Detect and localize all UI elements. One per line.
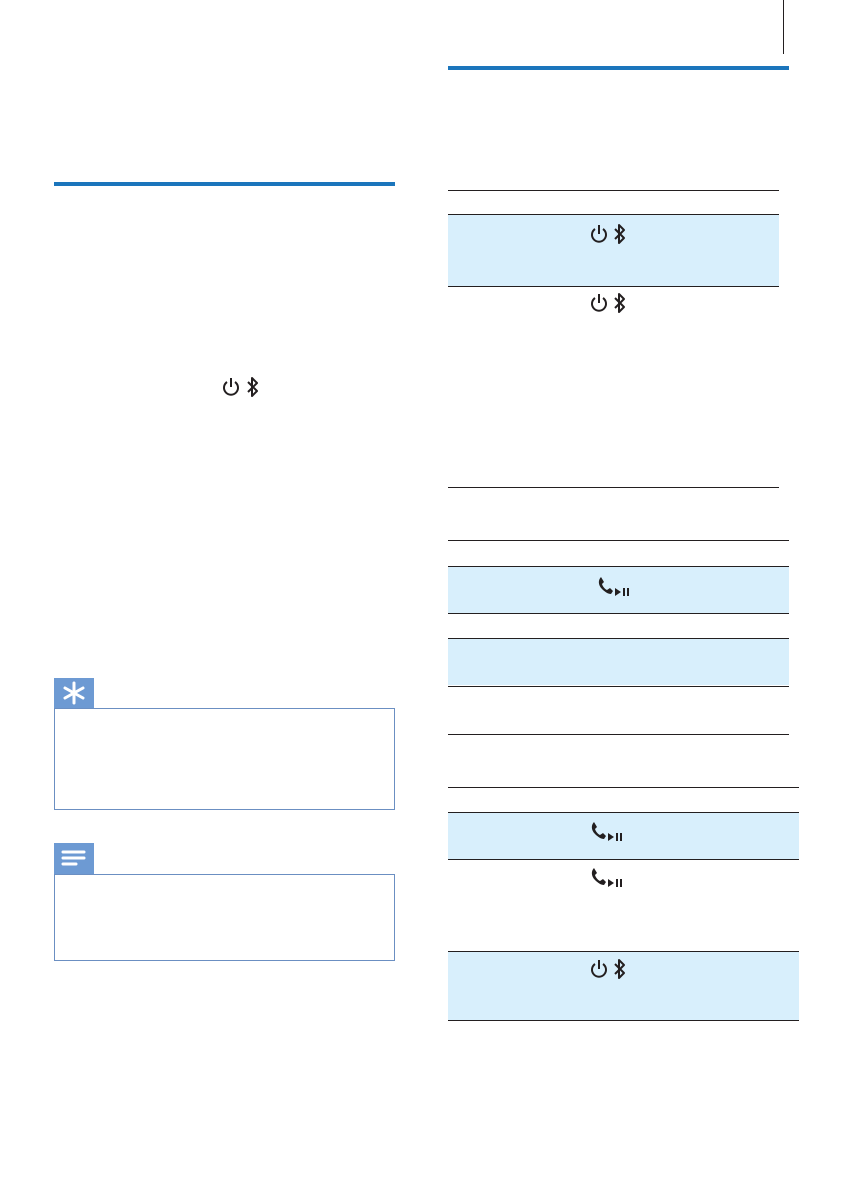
table-rule bbox=[448, 1020, 799, 1021]
call-play-pause-icon bbox=[589, 818, 625, 844]
call-play-pause-icon bbox=[589, 864, 625, 890]
note-callout bbox=[54, 843, 395, 961]
table-rule bbox=[448, 613, 789, 614]
table-row-highlight bbox=[448, 639, 789, 685]
table-rule bbox=[448, 734, 789, 735]
power-icon bbox=[589, 292, 609, 314]
asterisk-tip-icon bbox=[54, 678, 94, 708]
table-rule bbox=[448, 286, 779, 287]
left-section-heading-bar bbox=[54, 182, 395, 186]
power-icon bbox=[589, 223, 609, 245]
bluetooth-icon bbox=[245, 375, 261, 399]
table-rule bbox=[448, 190, 779, 191]
tip-box bbox=[54, 708, 395, 810]
bluetooth-icon bbox=[612, 957, 628, 981]
table-rule bbox=[448, 487, 779, 488]
power-icon bbox=[589, 958, 609, 980]
note-lines-icon bbox=[54, 843, 94, 874]
bluetooth-icon bbox=[612, 222, 628, 246]
bluetooth-icon bbox=[612, 291, 628, 315]
table-rule bbox=[448, 787, 799, 788]
note-tab bbox=[54, 843, 94, 874]
tip-callout bbox=[54, 678, 395, 810]
note-box bbox=[54, 874, 395, 961]
right-section-heading-bar bbox=[448, 66, 789, 70]
page-margin-rule bbox=[783, 0, 784, 54]
table-rule bbox=[448, 686, 789, 687]
table-rule bbox=[448, 859, 799, 860]
tip-tab bbox=[54, 678, 94, 708]
power-icon bbox=[221, 376, 241, 398]
call-play-pause-icon bbox=[596, 573, 632, 599]
table-rule bbox=[448, 540, 789, 541]
